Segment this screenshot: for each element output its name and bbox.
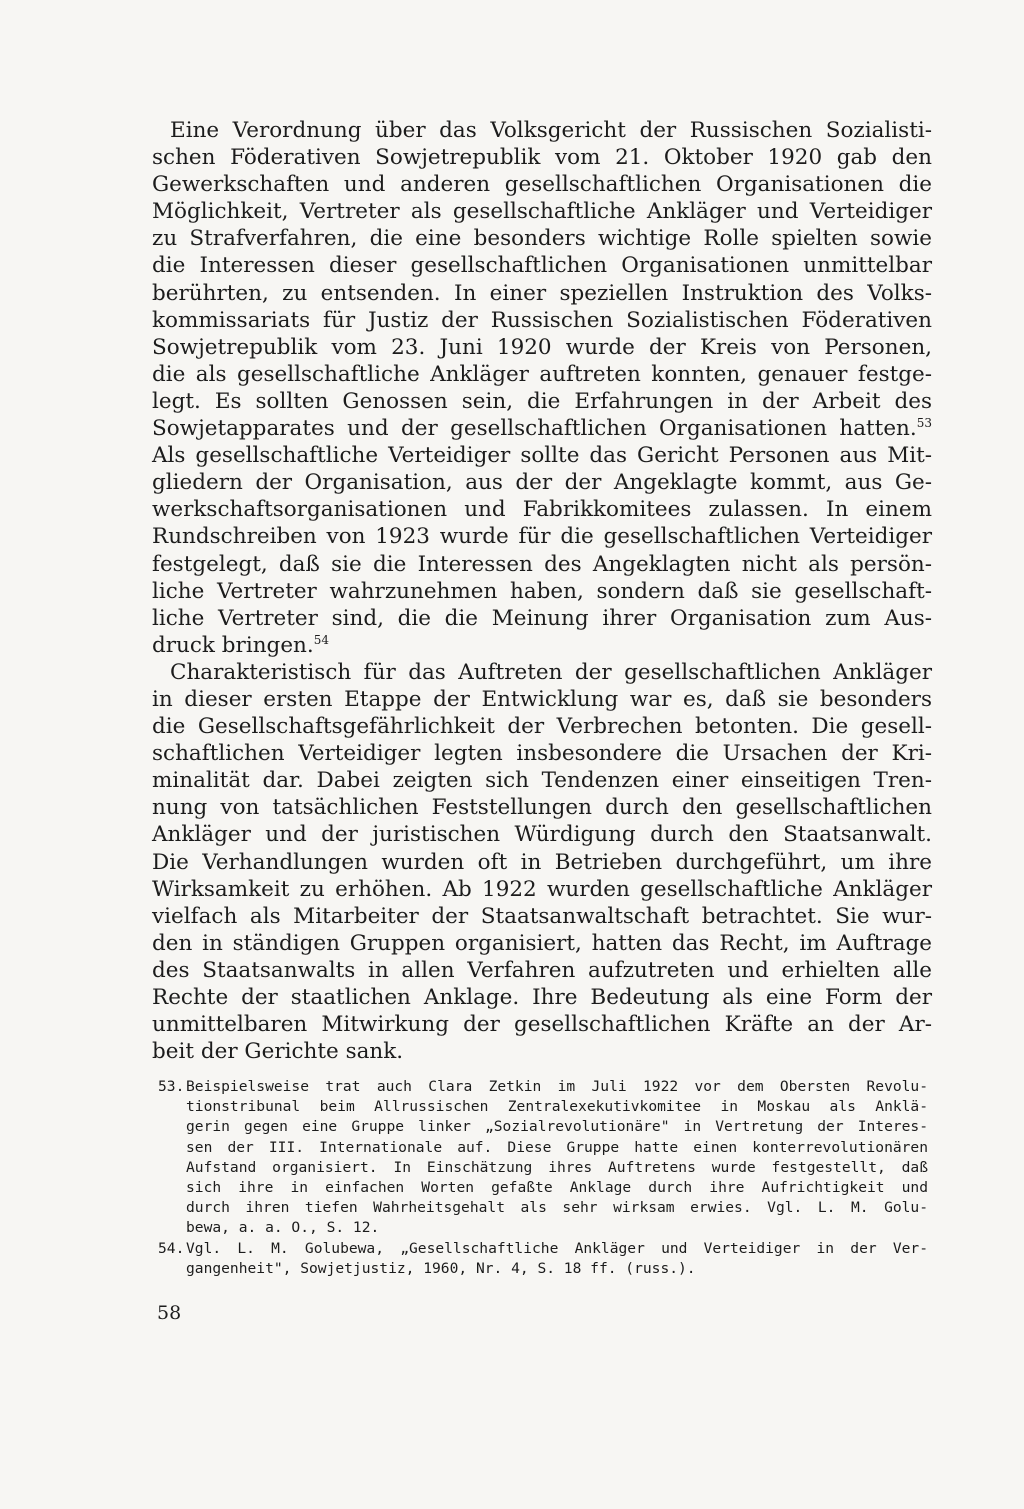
text-line: gliedern der Organisation, aus der der Angeklagte kommt, aus Ge-: [152, 470, 932, 496]
text-line: schen Föderativen Sowjetrepublik vom 21. Oktober 1920 gab den: [152, 145, 932, 171]
body-text: [152, 117, 932, 1065]
text-line: berührten, zu entsenden. In einer speziellen Instruktion des Volks-: [152, 280, 932, 306]
footnote-ref-53[interactable]: 53: [916, 416, 932, 431]
text-line: unmittelbaren Mitwirkung der gesellschaftlichen Kräfte an der Ar-: [152, 1012, 932, 1038]
page-number: 58: [157, 1302, 182, 1324]
text-line: Rundschreiben von 1923 wurde für die gesellschaftlichen Verteidiger: [152, 524, 932, 550]
footnote-number: 53.: [158, 1078, 185, 1095]
text-line: Rechte der staatlichen Anklage. Ihre Bedeutung als eine Form der: [152, 985, 932, 1010]
footnote-line: durch ihren tiefen Wahrheitsgehalt als sehr wirksam erwies. Vgl. L. M. Golu-: [186, 1199, 928, 1217]
text-line: legt. Es sollten Genossen sein, die Erfahrungen in der Arbeit des: [152, 388, 932, 414]
text-line: kommissariats für Justiz der Russischen Sozialistischen Föderativen: [152, 307, 932, 333]
footnote-line: Aufstand organisiert. In Einschätzung ihres Auftretens wurde festgestellt, daß: [186, 1158, 928, 1176]
text-line: den in ständigen Gruppen organisiert, hatten das Recht, im Auftrage: [152, 930, 932, 956]
text-line: vielfach als Mitarbeiter der Staatsanwaltschaft betrachtet. Sie wur-: [152, 903, 932, 929]
text-line-with-footnote-ref: [152, 632, 932, 659]
text-line: Gewerkschaften und anderen gesellschaftlichen Organisationen die: [152, 172, 932, 198]
text-line: Eine Verordnung über das Volksgericht der Russischen Sozialisti-: [170, 118, 932, 143]
footnote-line: sen der III. Internationale auf. Diese Gruppe hatte einen konterrevolutionären: [186, 1138, 928, 1156]
footnote-line: gerin gegen eine Gruppe linker „Sozialrevolutionäre" in Vertretung der Interes-: [186, 1118, 928, 1136]
text-fragment: Sowjetapparates und der gesellschaftlichen Organisationen hatten.: [152, 416, 917, 442]
footnote-ref-54[interactable]: 54: [313, 632, 330, 647]
text-line: zu Strafverfahren, die eine besonders wichtige Rolle spielten sowie: [152, 226, 932, 252]
text-line: die Gesellschaftsgefährlichkeit der Verbrechen betonten. Die gesell-: [152, 714, 932, 740]
text-line: Ankläger und der juristischen Würdigung durch den Staatsanwalt.: [152, 822, 932, 848]
text-line: Die Verhandlungen wurden oft in Betrieben durchgeführt, um ihre: [152, 849, 932, 875]
footnotes: [158, 1077, 928, 1279]
text-line: schaftlichen Verteidiger legten insbesondere die Ursachen der Kri-: [152, 741, 932, 767]
text-line: des Staatsanwalts in allen Verfahren aufzutreten und erhielten alle: [152, 957, 932, 983]
footnote-line: sich ihre in einfachen Worten gefaßte Anklage durch ihre Aufrichtigkeit und: [186, 1179, 928, 1197]
text-line: festgelegt, daß sie die Interessen des Angeklagten nicht als persön-: [152, 551, 932, 577]
text-line: die Interessen dieser gesellschaftlichen Organisationen unmittelbar: [152, 253, 932, 279]
text-line: in dieser ersten Etappe der Entwicklung war es, daß sie besonders: [152, 686, 932, 712]
text-line: Wirksamkeit zu erhöhen. Ab 1922 wurden gesellschaftliche Ankläger: [152, 876, 932, 902]
text-line: die als gesellschaftliche Ankläger auftreten konnten, genauer festge-: [152, 361, 932, 387]
text-line: werkschaftsorganisationen und Fabrikkomitees zulassen. In einem: [152, 497, 932, 523]
text-line: Möglichkeit, Vertreter als gesellschaftliche Ankläger und Verteidiger: [152, 199, 932, 225]
paragraph-1: [152, 117, 932, 659]
footnote-53: [158, 1077, 928, 1239]
text-line: beit der Gerichte sank.: [152, 1039, 404, 1065]
text-line: nung von tatsächlichen Feststellungen durch den gesellschaftlichen: [152, 795, 932, 821]
footnote-line: bewa, a. a. O., S. 12.: [186, 1219, 380, 1237]
footnote-text: [186, 1239, 928, 1279]
text-line: Charakteristisch für das Auftreten der gesellschaftlichen Ankläger: [170, 659, 932, 685]
text-line: liche Vertreter wahrzunehmen haben, sondern daß sie gesellschaft-: [152, 578, 932, 604]
footnote-54: [158, 1239, 928, 1279]
footnote-line: Vgl. L. M. Golubewa, „Gesellschaftliche Ankläger und Verteidiger in der Ver-: [186, 1239, 928, 1257]
text-line: Als gesellschaftliche Verteidiger sollte das Gericht Personen aus Mit-: [152, 443, 932, 469]
text-fragment: druck bringen.: [152, 632, 314, 658]
paragraph-2: [152, 659, 932, 1065]
text-line: liche Vertreter sind, die die Meinung ihrer Organisation zum Aus-: [152, 605, 932, 631]
footnote-number: 54.: [158, 1239, 185, 1257]
text-line: minalität dar. Dabei zeigten sich Tendenzen einer einseitigen Tren-: [152, 768, 932, 794]
text-line: Sowjetrepublik vom 23. Juni 1920 wurde der Kreis von Personen,: [152, 334, 932, 360]
footnote-text: [186, 1077, 928, 1239]
footnote-line: Beispielsweise trat auch Clara Zetkin im Juli 1922 vor dem Obersten Revolu-: [186, 1078, 928, 1095]
footnote-line: tionstribunal beim Allrussischen Zentralexekutivkomitee in Moskau als Anklä-: [186, 1098, 928, 1116]
text-line-with-footnote-ref: [152, 415, 932, 442]
footnote-line: gangenheit", Sowjetjustiz, 1960, Nr. 4, S. 18 ff. (russ.).: [186, 1259, 696, 1277]
